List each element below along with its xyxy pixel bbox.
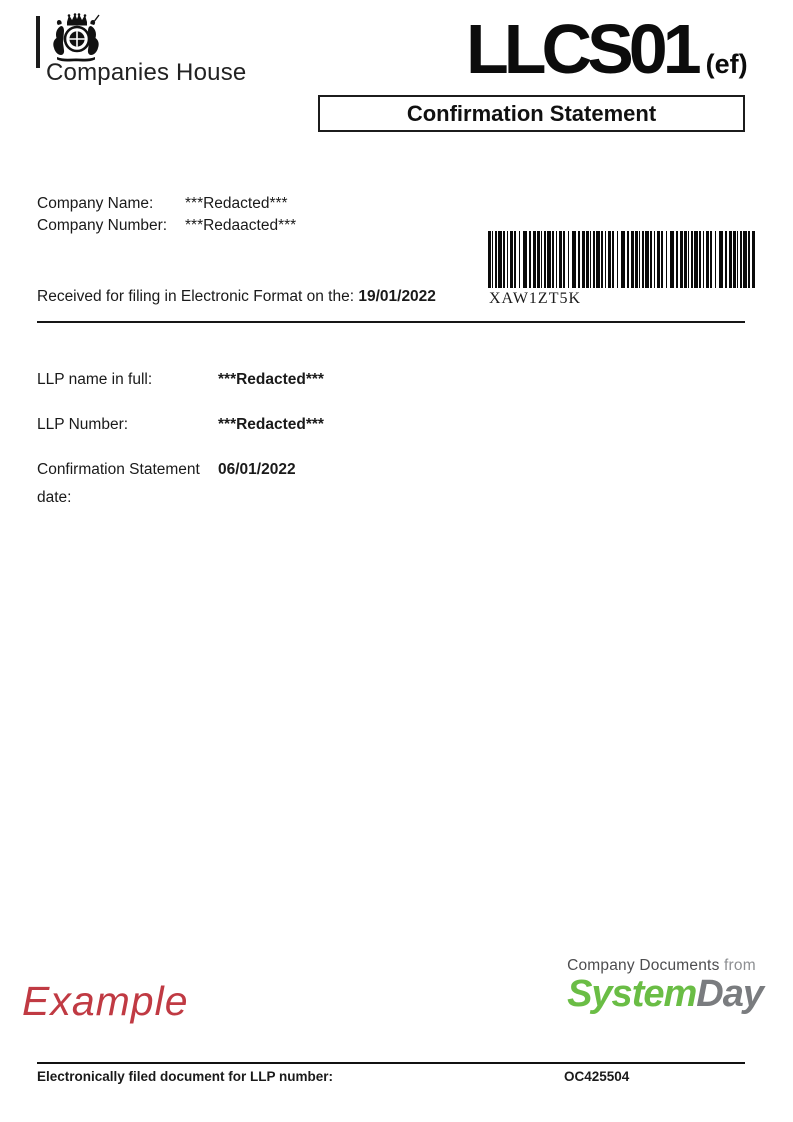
systemday-brand-text xyxy=(567,975,763,1015)
barcode-image xyxy=(488,231,755,288)
systemday-logo xyxy=(567,957,763,1015)
horizontal-divider xyxy=(37,321,745,323)
confirmation-statement-date-value: 06/01/2022 xyxy=(218,461,296,478)
company-name-row xyxy=(37,193,296,215)
document-title: Confirmation Statement xyxy=(406,100,657,126)
company-details-block xyxy=(37,193,296,237)
footer-divider xyxy=(37,1062,745,1064)
footer-label: Electronically filed document for LLP number: xyxy=(37,1069,334,1084)
confirmation-statement-title-box xyxy=(318,95,745,132)
company-number-row xyxy=(37,215,296,237)
form-code xyxy=(466,10,748,88)
received-label: Received for filing in Electronic Format on the: xyxy=(37,288,359,305)
tagline-main: Company Documents xyxy=(567,957,725,974)
form-code-suffix: (ef) xyxy=(705,49,748,79)
footer-llp-number: OC425504 xyxy=(564,1069,630,1084)
llp-number-label: LLP Number: xyxy=(37,416,129,433)
llp-details-block xyxy=(37,366,467,529)
llp-name-value: ***Redacted*** xyxy=(218,371,324,388)
footer-row xyxy=(37,1069,745,1084)
royal-crest-icon xyxy=(49,13,103,63)
companies-house-logo-text: Companies House xyxy=(46,59,247,86)
brand-system: System xyxy=(567,973,697,1015)
confirmation-statement-date-label: Confirmation Statement date: xyxy=(37,461,200,506)
llp-number-row xyxy=(37,411,467,439)
example-watermark: Example xyxy=(22,978,189,1024)
llp-name-row xyxy=(37,366,467,394)
form-code-main: LLCS01 xyxy=(466,10,697,88)
received-for-filing-line xyxy=(37,288,436,306)
logo-vertical-bar xyxy=(36,16,40,68)
llp-number-value: ***Redacted*** xyxy=(218,416,324,433)
brand-day: Day xyxy=(696,973,763,1015)
tagline-from: from xyxy=(724,957,756,974)
company-number-value: ***Redaacted*** xyxy=(185,217,297,234)
company-number-label: Company Number: xyxy=(37,217,168,234)
llp-name-label: LLP name in full: xyxy=(37,371,153,388)
confirmation-statement-date-row xyxy=(37,456,467,512)
received-date: 19/01/2022 xyxy=(358,288,436,305)
company-name-value: ***Redacted*** xyxy=(185,195,288,212)
barcode-value: XAW1ZT5K xyxy=(489,290,582,307)
company-name-label: Company Name: xyxy=(37,195,154,212)
